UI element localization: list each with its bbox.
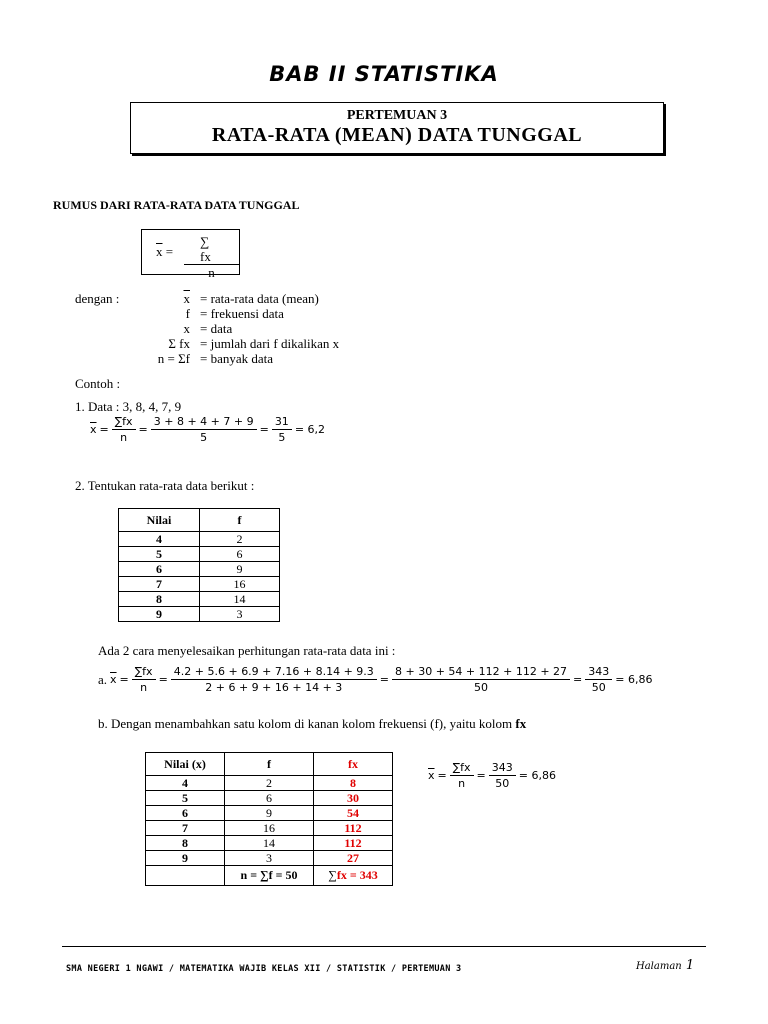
table-row <box>119 607 280 622</box>
formula-heading: RUMUS DARI RATA-RATA DATA TUNGGAL <box>53 198 300 212</box>
definition-symbol: x <box>183 321 190 336</box>
equals-sign: = <box>119 673 129 686</box>
equals-sign: = <box>99 423 109 436</box>
equals-sign: = <box>259 423 269 436</box>
footer-text: SMA NEGERI 1 NGAWI / MATEMATIKA WAJIB KELAS XII / STATISTIK / PERTEMUAN 3 <box>66 964 462 974</box>
equals-sign: = <box>138 423 148 436</box>
method-a-equation <box>98 664 652 695</box>
table-cell: 6 <box>119 562 200 577</box>
mean-symbol: $\overline{x}$ <box>110 673 117 686</box>
definition-symbol: f <box>185 306 190 321</box>
definition-desc: = jumlah dari f dikalikan x <box>200 336 340 351</box>
fraction <box>489 760 516 791</box>
numerator: 8 + 30 + 54 + 112 + 112 + 27 <box>392 664 570 680</box>
result: = 6,86 <box>615 673 653 686</box>
table-cell: 8 <box>146 836 225 851</box>
definitions-intro: dengan : <box>75 291 120 306</box>
table-row <box>119 532 280 547</box>
table-cell: 8 <box>119 592 200 607</box>
table-row <box>146 776 393 791</box>
definition-row <box>140 306 400 321</box>
fraction <box>450 760 474 791</box>
total-fx-cell <box>314 866 393 886</box>
mean-symbol: $\overline{x}$ <box>90 423 97 436</box>
result: = 6,86 <box>518 769 556 782</box>
mean-formula-box <box>141 229 240 280</box>
numerator: 343 <box>489 760 516 776</box>
total-fx: fx = 343 <box>336 868 378 882</box>
definitions-list <box>140 291 400 366</box>
table-cell: 5 <box>146 791 225 806</box>
definition-row <box>140 336 400 351</box>
topic-title: RATA-RATA (MEAN) DATA TUNGGAL <box>211 124 583 146</box>
table-cell: 112 <box>314 821 393 836</box>
table-cell: 2 <box>225 776 314 791</box>
equals-sign: = <box>573 673 583 686</box>
equals-sign: = <box>379 673 390 686</box>
table-row <box>119 577 280 592</box>
definition-desc: = frekuensi data <box>200 306 284 321</box>
table-cell: 9 <box>119 607 200 622</box>
denominator: 50 <box>495 777 510 790</box>
method-a-label: a. <box>98 671 108 687</box>
denominator: n <box>140 681 148 694</box>
page-number-value: 1 <box>685 958 695 973</box>
column-header: f <box>225 753 314 776</box>
denominator: n <box>120 431 128 444</box>
column-header: fx <box>314 753 393 776</box>
table-cell: 3 <box>225 851 314 866</box>
title-box <box>130 102 664 154</box>
table-row <box>146 836 393 851</box>
table-header-row <box>119 509 280 532</box>
table-cell: 6 <box>200 547 280 562</box>
example-label: Contoh : <box>75 376 121 391</box>
page-number <box>636 958 694 973</box>
method-b-description: b. Dengan menambahkan satu kolom di kanan kolom frekuensi (f), yaitu kolom <box>98 716 516 731</box>
definition-row <box>140 321 400 336</box>
table-row <box>119 562 280 577</box>
definition-desc: = data <box>200 321 233 336</box>
table-cell: 7 <box>119 577 200 592</box>
result: = 6,2 <box>294 423 326 436</box>
frequency-table <box>118 508 280 622</box>
definition-desc: = rata-rata data (mean) <box>200 291 319 306</box>
denominator: 50 <box>474 681 489 694</box>
table-cell: 4 <box>146 776 225 791</box>
fraction <box>392 664 570 695</box>
methods-intro: Ada 2 cara menyelesaikan perhitungan rata-rata data ini : <box>98 643 396 658</box>
table-row <box>146 821 393 836</box>
table-cell: 14 <box>200 592 280 607</box>
table-row <box>119 547 280 562</box>
formula-fraction <box>184 234 239 280</box>
table-cell: 9 <box>225 806 314 821</box>
table-cell: 7 <box>146 821 225 836</box>
table-cell: 3 <box>200 607 280 622</box>
table-cell: 16 <box>200 577 280 592</box>
numerator: ∑fx <box>132 664 156 680</box>
sigma-symbol: ∑ <box>328 868 337 882</box>
definition-row <box>140 351 400 366</box>
chapter-title: BAB II STATISTIKA <box>269 62 499 86</box>
numerator: 3 + 8 + 4 + 7 + 9 <box>151 414 257 430</box>
table-row <box>146 791 393 806</box>
column-header: Nilai <box>119 509 200 532</box>
denominator: 50 <box>591 681 606 694</box>
table-cell: 5 <box>119 547 200 562</box>
table-cell: 8 <box>314 776 393 791</box>
numerator: 343 <box>585 664 612 680</box>
fraction <box>585 664 612 695</box>
table-total-row <box>146 866 393 886</box>
fraction <box>171 664 377 695</box>
table-cell: 16 <box>225 821 314 836</box>
numerator: 4.2 + 5.6 + 6.9 + 7.16 + 8.14 + 9.3 <box>171 664 377 680</box>
formula-denominator: n <box>208 265 215 280</box>
numerator: 31 <box>272 414 292 430</box>
formula-equals: = <box>165 244 174 259</box>
table-cell: 9 <box>146 851 225 866</box>
denominator: n <box>458 777 466 790</box>
numerator: ∑fx <box>450 760 474 776</box>
table-cell: 112 <box>314 836 393 851</box>
definition-row <box>140 291 400 306</box>
table-cell: 9 <box>200 562 280 577</box>
equals-sign: = <box>437 769 447 782</box>
page-label: Halaman <box>636 961 682 972</box>
fraction <box>272 414 292 445</box>
definition-desc: = banyak data <box>200 351 274 366</box>
table-row <box>119 592 280 607</box>
formula-numerator: ∑ fx <box>184 234 239 265</box>
table-row <box>146 806 393 821</box>
mean-symbol: $\overline{x}$ <box>428 769 435 782</box>
numerator: ∑fx <box>112 414 136 430</box>
method-b-equation <box>428 760 556 791</box>
denominator: 5 <box>200 431 208 444</box>
table-header-row <box>146 753 393 776</box>
table-row <box>146 851 393 866</box>
frequency-table-with-fx <box>145 752 393 886</box>
equals-sign: = <box>476 769 486 782</box>
table-cell: 2 <box>200 532 280 547</box>
fraction <box>132 664 156 695</box>
table-cell: 54 <box>314 806 393 821</box>
table-cell: 30 <box>314 791 393 806</box>
column-header: Nilai (x) <box>146 753 225 776</box>
definition-symbol: Σ fx <box>168 336 190 351</box>
meeting-label: PERTEMUAN 3 <box>346 108 448 123</box>
equals-sign: = <box>158 673 168 686</box>
column-header: f <box>200 509 280 532</box>
table-cell: 14 <box>225 836 314 851</box>
example1-equation <box>90 414 325 445</box>
table-cell: 4 <box>119 532 200 547</box>
mean-symbol: $\overline{x}$ <box>156 244 163 259</box>
method-b-text <box>98 716 526 732</box>
total-frequency: n = ∑f = 50 <box>225 866 314 886</box>
denominator: 5 <box>278 431 286 444</box>
method-b-column-name: fx <box>515 716 527 731</box>
example1-question: 1. Data : 3, 8, 4, 7, 9 <box>75 399 182 414</box>
example2-question: 2. Tentukan rata-rata data berikut : <box>75 478 255 493</box>
footer-divider <box>62 946 706 947</box>
table-cell: 6 <box>225 791 314 806</box>
definition-symbol: n = Σf <box>157 351 190 366</box>
table-cell <box>146 866 225 886</box>
definition-symbol: $\overline{x}$ <box>183 291 190 306</box>
fraction <box>112 414 136 445</box>
fraction <box>151 414 257 445</box>
table-cell: 6 <box>146 806 225 821</box>
table-cell: 27 <box>314 851 393 866</box>
denominator: 2 + 6 + 9 + 16 + 14 + 3 <box>205 681 343 694</box>
